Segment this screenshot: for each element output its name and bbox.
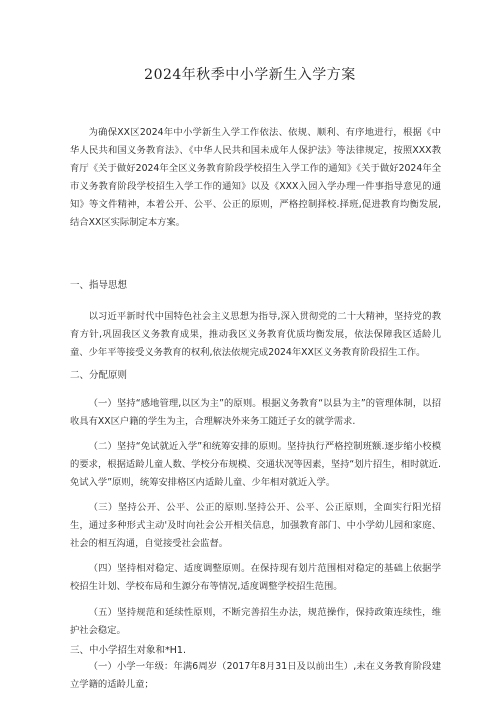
document-title: 2024年秋季中小学新生入学方案 — [144, 67, 356, 83]
principle-item-3: （三）坚持公开、公平、公正的原则.坚持公开、公平、公正原则，全面实行阳光招生，通过多种形式主动'及时向社会公开相关信息，加强教育部门、中小学幼儿园和家庭、社会的相互沟通，自觉接受社会监督。 — [70, 502, 441, 549]
enrollment-item-1: （一）小学一年级：年满6周岁（2017年8月31日及以前出生）,未在义务教育阶段建立学籍的适龄儿童； — [70, 661, 441, 690]
intro-paragraph: 为确保XX区2024年中小学新生入学工作依法、依规、顺利、有序地进行，根据《中华人民共和国义务教育法》、《中华人民共和国未成年人保护法》等法律规定，按照XXX教育厅《关于做好2024年全区义务教育阶段学校招生入学工作的通知》《关于做好2024年全市义务教育阶段学校招生入学工作的通知》以及《XXX入园入学办理一件事指导意见的通知》等文件精神，本着公开、公平、公正的原则，严格控制择校.择班,促进教育均衡发展,结合XX区实际制定本方案。 — [70, 127, 441, 228]
principle-item-2: （二）坚持“免试就近入学”和统筹安排的原则。坚持执行严格控制班额.逐步缩小校模的要求，根据适龄儿童人数、学校分布规模、交通状况等因素，坚持“划片招生，相时就近.免试入学”原则，统筹安排格区内适龄儿童、少年相对就近入学。 — [70, 441, 441, 488]
section-heading-enrollment-targets: 三、中小学招生对象和*H1. — [70, 645, 186, 656]
principle-item-5: （五）坚持规范和延续性原则，不断完善招生办法，规范操作，保持政策连续性，维护社会稳定。 — [70, 607, 441, 636]
section-heading-allocation-principles: 二、分配原则 — [70, 370, 128, 381]
principle-item-1: （一）坚持“感地管理,以区为主”的原则。根据义务教育“以县为主”的管理体制，以招收具有XX区户籍的学生为主，合理解决外来务工随迁子女的就学需求. — [70, 398, 441, 427]
section-heading-guiding-ideology: 一、指导思想 — [70, 280, 128, 291]
guiding-ideology-paragraph: 以习近平新时代中国特色社会主义思想为指导,深入贯彻党的二十大精神，坚持党的教育方针,巩固我区义务教育成果，推动我区义务教育优质均衡发展，依法保障我区适龄儿童、少年平等接受义务教育的权利,依法依规完成2024年XX区义务教育阶段招生工作。 — [70, 311, 441, 358]
principle-item-4: （四）坚持相对稳定、适度调整原则。在保持现有划片范围相对稳定的基础上依据学校招生计划、学校布局和生源分布等情况,适度调整学校招生范围。 — [70, 563, 441, 592]
